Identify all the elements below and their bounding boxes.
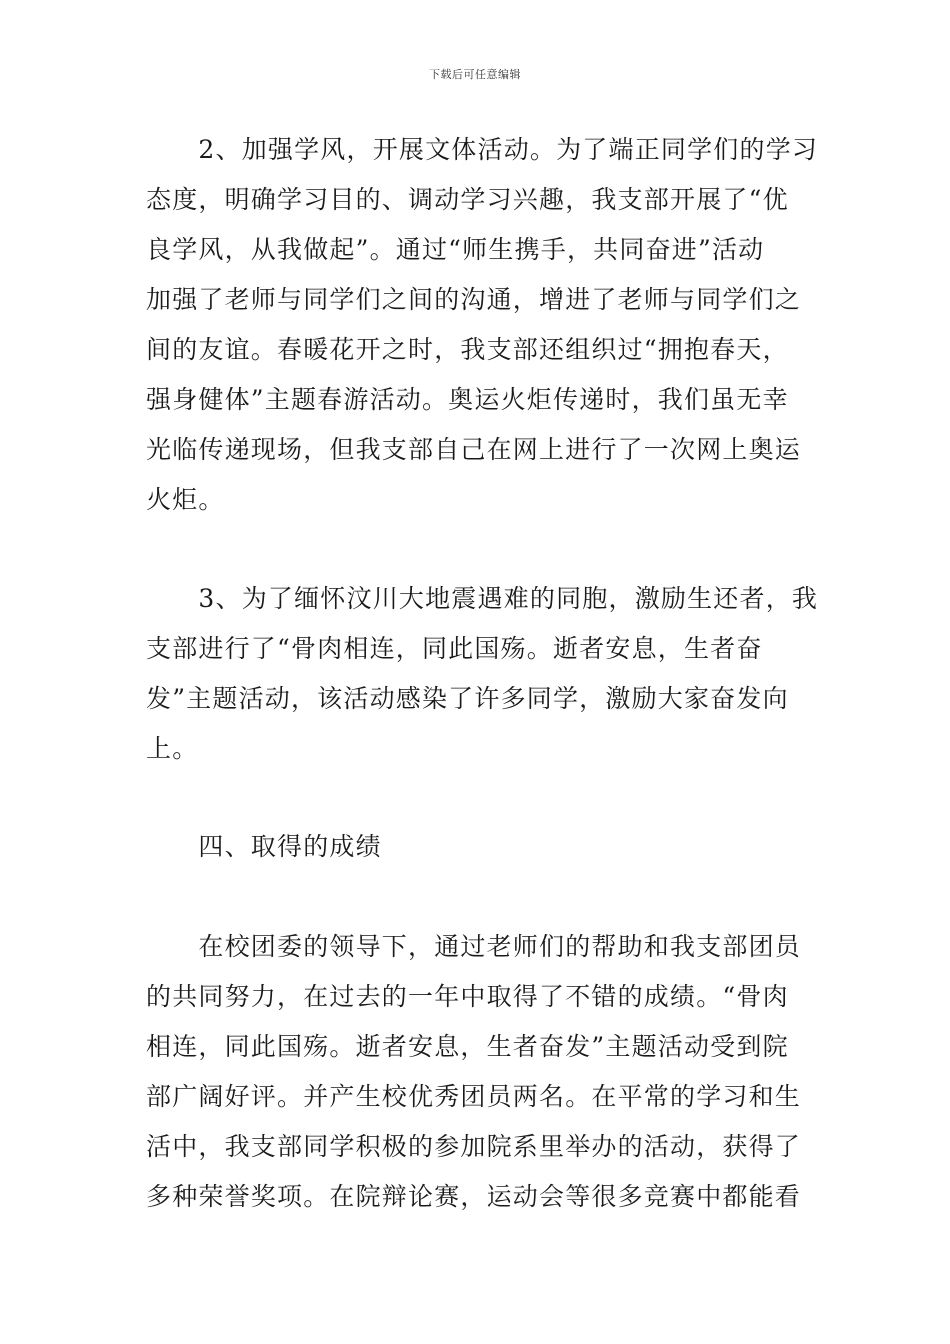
text-line: 活中，我支部同学积极的参加院系里举办的活动，获得了 (146, 1132, 802, 1161)
text-line: 上。 (146, 734, 199, 763)
text-line: 光临传递现场，但我支部自己在网上进行了一次网上奥运 (146, 435, 802, 464)
text-line: 良学风，从我做起”。通过“师生携手，共同奋进”活动 (146, 235, 765, 264)
text-line: 火炬。 (146, 485, 225, 514)
text-line: 支部进行了“骨肉相连，同此国殇。逝者安息，生者奋 (146, 634, 763, 663)
page-header: 下载后可任意编辑 (429, 68, 521, 81)
text-line: 态度，明确学习目的、调动学习兴趣，我支部开展了“优 (146, 185, 789, 214)
text-line: 间的友谊。春暖花开之时，我支部还组织过“拥抱春天， (146, 335, 789, 364)
text-line: 3、为了缅怀汶川大地震遇难的同胞，激励生还者，我 (146, 584, 819, 613)
text-line: 在校团委的领导下，通过老师们的帮助和我支部团员 (146, 932, 802, 961)
text-line: 加强了老师与同学们之间的沟通，增进了老师与同学们之 (146, 285, 802, 314)
text-line: 部广阔好评。并产生校优秀团员两名。在平常的学习和生 (146, 1082, 802, 1111)
text-line: 2、加强学风，开展文体活动。为了端正同学们的学习 (146, 135, 819, 164)
section-heading: 四、取得的成绩 (146, 832, 382, 861)
text-line: 发”主题活动，该活动感染了许多同学，激励大家奋发向 (146, 684, 789, 713)
text-line: 多种荣誉奖项。在院辩论赛，运动会等很多竞赛中都能看 (146, 1182, 802, 1211)
text-line: 相连，同此国殇。逝者安息，生者奋发”主题活动受到院 (146, 1032, 789, 1061)
text-line: 强身健体”主题春游活动。奥运火炬传递时，我们虽无幸 (146, 385, 789, 414)
text-line: 的共同努力，在过去的一年中取得了不错的成绩。“骨肉 (146, 982, 789, 1011)
